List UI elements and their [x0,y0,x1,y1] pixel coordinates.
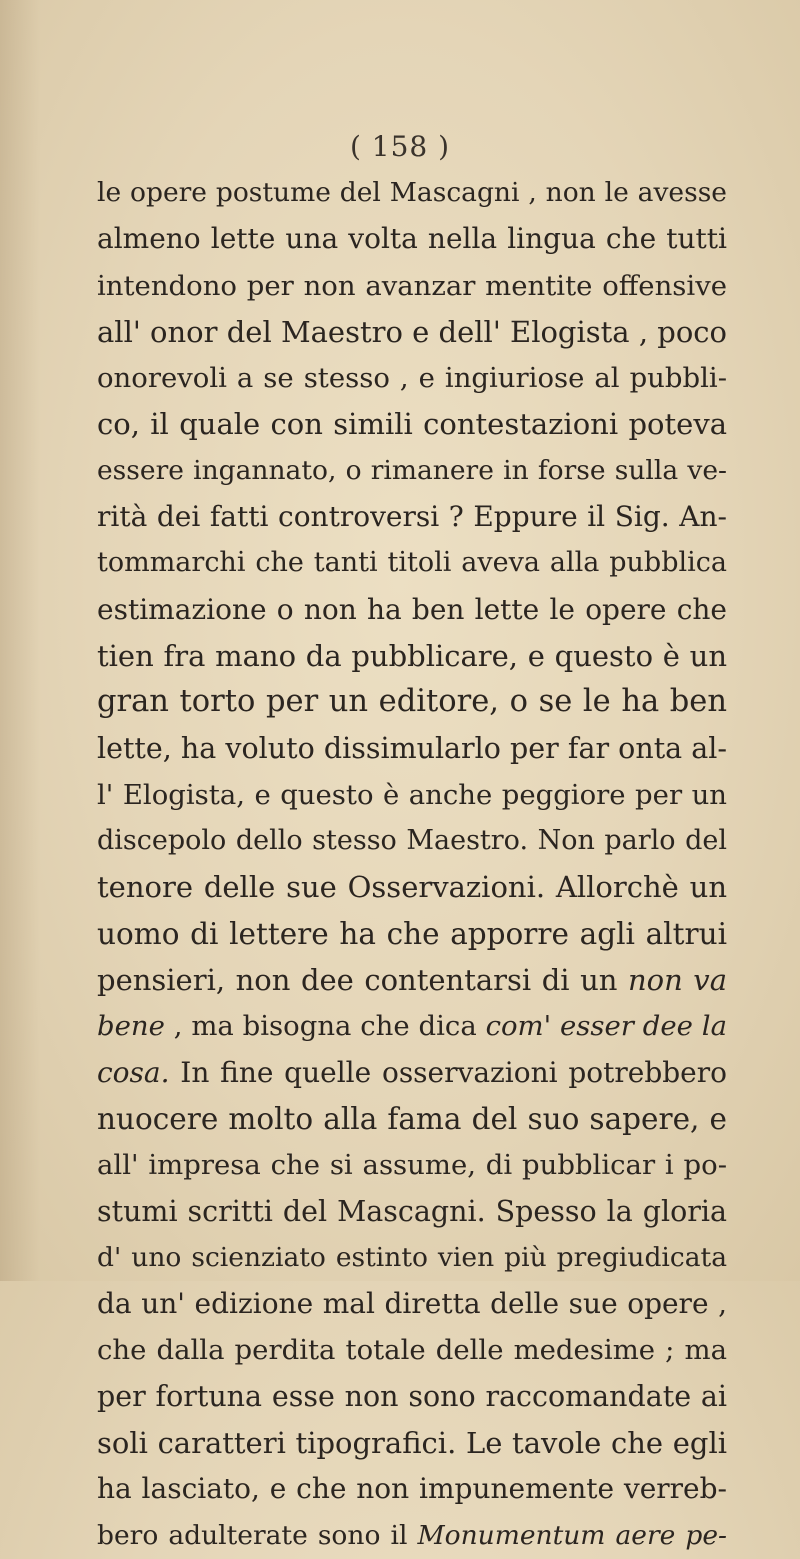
text-line: l' Elogista, e questo è anche peggiore per un [97,778,727,811]
text-line [97,1513,727,1559]
text-line [97,957,727,1003]
text-line: per fortuna esse non sono raccomandate ai [97,1379,727,1413]
text-line: da un' edizione mal diretta delle sue opere , [97,1287,727,1321]
italic-text: bene [97,1010,165,1043]
text-line: nuocere molto alla fama del suo sapere, e [97,1101,727,1136]
text-line [97,1003,727,1049]
text-line: discepolo dello stesso Maestro. Non parlo del [97,825,727,857]
italic-text: cosa. [97,1055,170,1089]
body-text [97,170,727,1559]
text-line: stumi scritti del Mascagni. Spesso la gloria [97,1194,727,1228]
text-line: onorevoli a se stesso , e ingiuriose al pubbli- [97,362,727,395]
italic-text: com' esser dee la [485,1010,727,1043]
text-line: ha lasciato, e che non impunemente verreb- [97,1472,727,1506]
text-line: all' onor del Maestro e dell' Elogista , poco [97,314,727,349]
text-line: essere ingannato, o rimanere in forse sulla ve- [97,454,727,486]
text-line: almeno lette una volta nella lingua che tutti [97,222,727,256]
page-number: ( 158 ) [349,130,451,163]
text-line: all' impresa che si assume, di pubblicar i po- [97,1149,727,1182]
page-gutter-shadow [0,0,40,1281]
text-line: tien fra mano da pubblicare, e questo è un [97,638,727,673]
text-segment: pensieri, non dee contentarsi di un [97,963,628,998]
italic-text: Monumentum aere pe- [417,1519,727,1551]
text-line: co, il quale con simili contestazioni poteva [97,407,727,442]
text-line: lette, ha voluto dissimularlo per far onta al- [97,731,727,765]
text-line: d' uno scienziato estinto vien più pregiudicata [97,1241,727,1273]
text-line: intendono per non avanzar mentite offensive [97,269,727,302]
text-line: gran torto per un editore, o se le ha ben [97,684,727,720]
text-segment: bero adulterate sono il [97,1519,418,1551]
text-line: uomo di lettere ha che apporre agli altrui [97,916,727,951]
text-line: tommarchi che tanti titoli aveva alla pubblica [97,547,727,579]
text-line: le opere postume del Mascagni , non le avesse [97,177,727,208]
italic-text: non va [627,963,727,998]
text-line: rità dei fatti controversi ? Eppure il Sig. An- [97,500,727,534]
text-line: soli caratteri tipografici. Le tavole che egli [97,1426,727,1461]
text-segment: , ma bisogna che dica [164,1010,486,1043]
text-line: che dalla perdita totale delle medesime ; ma [97,1334,727,1367]
text-line: estimazione o non ha ben lette le opere che [97,592,727,626]
text-line: tenore delle sue Osservazioni. Allorchè un [97,870,727,905]
text-segment: In fine quelle osservazioni potrebbero [169,1055,727,1089]
text-line [97,1050,727,1096]
